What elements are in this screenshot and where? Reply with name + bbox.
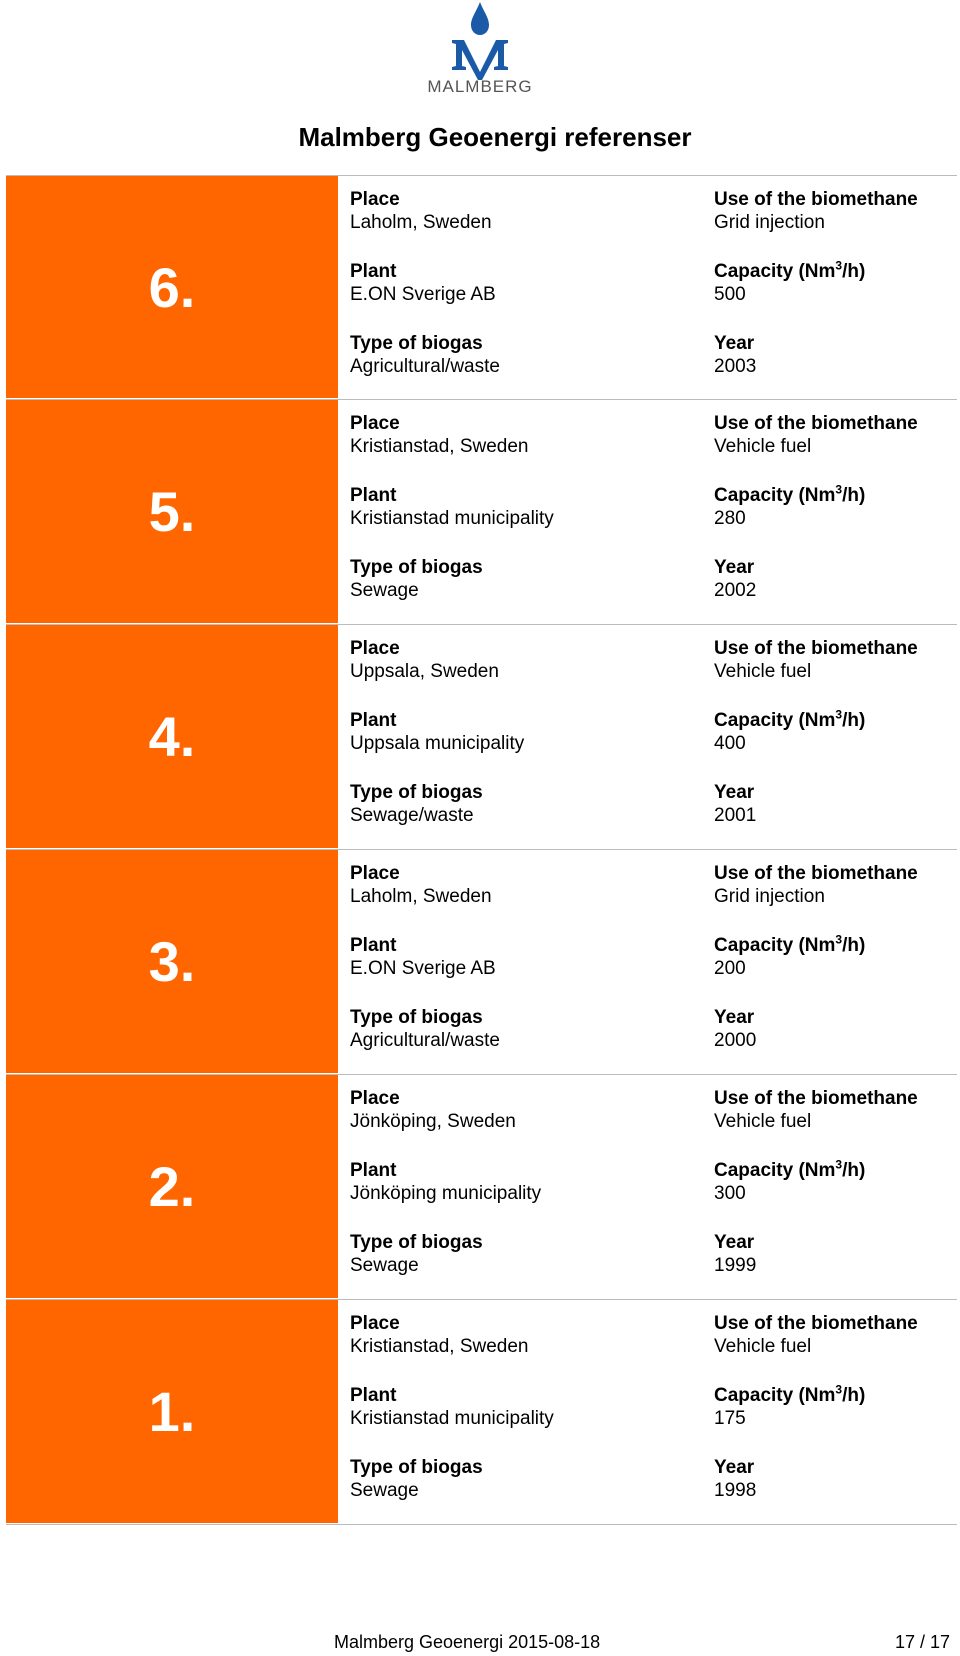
biogas-type-field — [350, 332, 690, 404]
place-label: Place — [350, 863, 400, 884]
place-value: Uppsala, Sweden — [350, 661, 499, 682]
year-field — [714, 1231, 960, 1303]
capacity-value: 400 — [714, 733, 746, 754]
capacity-label — [714, 1384, 960, 1407]
year-field — [714, 1456, 960, 1528]
place-label: Place — [350, 413, 400, 434]
year-label: Year — [714, 1457, 755, 1478]
details-right-column — [714, 862, 960, 1078]
capacity-field — [714, 484, 960, 556]
capacity-field — [714, 1159, 960, 1231]
year-field — [714, 781, 960, 853]
biogas-type-field — [350, 1006, 690, 1078]
year-label: Year — [714, 782, 755, 803]
reference-row — [6, 625, 957, 850]
capacity-label-exponent: 3 — [835, 1382, 843, 1397]
details-right-column — [714, 1312, 960, 1528]
plant-field — [350, 709, 690, 781]
use-label: Use of the biomethane — [714, 413, 918, 434]
use-field — [714, 1312, 960, 1384]
use-value: Vehicle fuel — [714, 661, 812, 682]
year-value: 2000 — [714, 1030, 757, 1051]
year-value: 1999 — [714, 1255, 757, 1276]
page-title: Malmberg Geoenergi referenser — [298, 122, 692, 152]
year-label: Year — [714, 333, 755, 354]
rank-cell — [6, 625, 338, 849]
place-field — [350, 412, 690, 484]
capacity-value: 300 — [714, 1183, 746, 1204]
year-value: 1998 — [714, 1480, 757, 1501]
details-right-column — [714, 412, 960, 628]
use-value: Vehicle fuel — [714, 1111, 812, 1132]
biogas-type-label: Type of biogas — [350, 557, 483, 578]
plant-label: Plant — [350, 1160, 397, 1181]
place-field — [350, 637, 690, 709]
rank-cell — [6, 400, 338, 624]
capacity-value: 200 — [714, 958, 746, 979]
details-left-column — [350, 188, 690, 404]
rank-cell — [6, 1075, 338, 1299]
place-value: Laholm, Sweden — [350, 886, 492, 907]
use-label: Use of the biomethane — [714, 863, 918, 884]
details-right-column — [714, 1087, 960, 1303]
place-field — [350, 1312, 690, 1384]
place-label: Place — [350, 189, 400, 210]
year-value: 2003 — [714, 356, 757, 377]
biogas-type-value: Agricultural/waste — [350, 1030, 500, 1051]
rank-cell — [6, 1300, 338, 1524]
use-field — [714, 1087, 960, 1159]
use-label: Use of the biomethane — [714, 1313, 918, 1334]
capacity-label-unit: /h) — [842, 485, 866, 506]
plant-label: Plant — [350, 710, 397, 731]
footer-page-number: 17 / 17 — [894, 1632, 950, 1652]
capacity-label-text: Capacity (Nm — [714, 935, 836, 956]
year-field — [714, 332, 960, 404]
use-value: Vehicle fuel — [714, 1336, 812, 1357]
reference-row — [6, 1075, 957, 1300]
use-field — [714, 637, 960, 709]
biogas-type-value: Sewage — [350, 1480, 419, 1501]
reference-row — [6, 400, 957, 625]
capacity-value: 500 — [714, 284, 746, 305]
plant-value: E.ON Sverige AB — [350, 284, 496, 305]
details-left-column — [350, 862, 690, 1078]
rank-number: 2. — [148, 1155, 196, 1218]
capacity-label-unit: /h) — [842, 1160, 866, 1181]
biogas-type-field — [350, 1456, 690, 1528]
malmberg-logo — [0, 0, 960, 100]
use-label: Use of the biomethane — [714, 638, 918, 659]
rank-cell — [6, 176, 338, 399]
use-field — [714, 188, 960, 260]
biogas-type-value: Sewage — [350, 1255, 419, 1276]
biogas-type-label: Type of biogas — [350, 1007, 483, 1028]
rank-number: 5. — [148, 480, 196, 543]
capacity-label-text: Capacity (Nm — [714, 1385, 836, 1406]
rank-cell — [6, 850, 338, 1074]
use-label: Use of the biomethane — [714, 1088, 918, 1109]
capacity-label — [714, 484, 960, 507]
capacity-field — [714, 934, 960, 1006]
biogas-type-value: Sewage — [350, 580, 419, 601]
capacity-field — [714, 709, 960, 781]
plant-label: Plant — [350, 261, 397, 282]
plant-field — [350, 1159, 690, 1231]
use-value: Grid injection — [714, 886, 825, 907]
place-value: Kristianstad, Sweden — [350, 436, 529, 457]
logo-m-mark — [452, 40, 508, 80]
plant-value: Kristianstad municipality — [350, 1408, 554, 1429]
use-field — [714, 412, 960, 484]
place-label: Place — [350, 1088, 400, 1109]
capacity-value: 175 — [714, 1408, 746, 1429]
year-label: Year — [714, 1007, 755, 1028]
plant-value: E.ON Sverige AB — [350, 958, 496, 979]
capacity-field — [714, 1384, 960, 1456]
capacity-label-text: Capacity (Nm — [714, 1160, 836, 1181]
logo-wordmark: MALMBERG — [427, 77, 533, 96]
year-label: Year — [714, 1232, 755, 1253]
reference-row — [6, 175, 957, 400]
biogas-type-field — [350, 1231, 690, 1303]
year-field — [714, 1006, 960, 1078]
place-value: Kristianstad, Sweden — [350, 1336, 529, 1357]
capacity-label — [714, 260, 960, 283]
rank-number: 6. — [148, 255, 196, 319]
capacity-label-unit: /h) — [842, 935, 866, 956]
capacity-value: 280 — [714, 508, 746, 529]
details-left-column — [350, 1312, 690, 1528]
biogas-type-label: Type of biogas — [350, 1232, 483, 1253]
reference-table — [6, 175, 957, 1525]
place-label: Place — [350, 638, 400, 659]
place-field — [350, 862, 690, 934]
plant-label: Plant — [350, 935, 397, 956]
biogas-type-value: Sewage/waste — [350, 805, 474, 826]
capacity-label — [714, 1159, 960, 1182]
use-field — [714, 862, 960, 934]
plant-field — [350, 260, 690, 332]
place-value: Laholm, Sweden — [350, 212, 492, 233]
plant-value: Kristianstad municipality — [350, 508, 554, 529]
capacity-label-exponent: 3 — [835, 258, 843, 273]
capacity-label-exponent: 3 — [835, 707, 843, 722]
capacity-field — [714, 260, 960, 332]
use-label: Use of the biomethane — [714, 189, 918, 210]
biogas-type-label: Type of biogas — [350, 1457, 483, 1478]
capacity-label-unit: /h) — [842, 710, 866, 731]
capacity-label-exponent: 3 — [835, 932, 843, 947]
details-left-column — [350, 637, 690, 853]
water-drop-icon — [471, 2, 489, 35]
year-value: 2002 — [714, 580, 757, 601]
reference-row — [6, 1300, 957, 1525]
use-value: Grid injection — [714, 212, 825, 233]
rank-number: 4. — [148, 705, 196, 768]
biogas-type-label: Type of biogas — [350, 782, 483, 803]
capacity-label-text: Capacity (Nm — [714, 485, 836, 506]
place-value: Jönköping, Sweden — [350, 1111, 516, 1132]
year-label: Year — [714, 557, 755, 578]
rank-number: 3. — [148, 930, 196, 993]
details-left-column — [350, 412, 690, 628]
year-value: 2001 — [714, 805, 757, 826]
capacity-label-unit: /h) — [842, 1385, 866, 1406]
plant-field — [350, 934, 690, 1006]
capacity-label-exponent: 3 — [835, 1157, 843, 1172]
rank-number: 1. — [148, 1380, 196, 1443]
plant-value: Uppsala municipality — [350, 733, 525, 754]
place-field — [350, 1087, 690, 1159]
year-field — [714, 556, 960, 628]
biogas-type-label: Type of biogas — [350, 333, 483, 354]
reference-row — [6, 850, 957, 1075]
capacity-label-unit: /h) — [842, 261, 866, 282]
capacity-label-text: Capacity (Nm — [714, 261, 836, 282]
plant-label: Plant — [350, 1385, 397, 1406]
use-value: Vehicle fuel — [714, 436, 812, 457]
plant-field — [350, 484, 690, 556]
capacity-label-text: Capacity (Nm — [714, 710, 836, 731]
plant-field — [350, 1384, 690, 1456]
capacity-label — [714, 934, 960, 957]
plant-label: Plant — [350, 485, 397, 506]
capacity-label — [714, 709, 960, 732]
plant-value: Jönköping municipality — [350, 1183, 542, 1204]
place-field — [350, 188, 690, 260]
footer-document-info: Malmberg Geoenergi 2015-08-18 — [334, 1632, 601, 1652]
biogas-type-value: Agricultural/waste — [350, 356, 500, 377]
place-label: Place — [350, 1313, 400, 1334]
details-left-column — [350, 1087, 690, 1303]
biogas-type-field — [350, 556, 690, 628]
biogas-type-field — [350, 781, 690, 853]
capacity-label-exponent: 3 — [835, 482, 843, 497]
details-right-column — [714, 188, 960, 404]
details-right-column — [714, 637, 960, 853]
